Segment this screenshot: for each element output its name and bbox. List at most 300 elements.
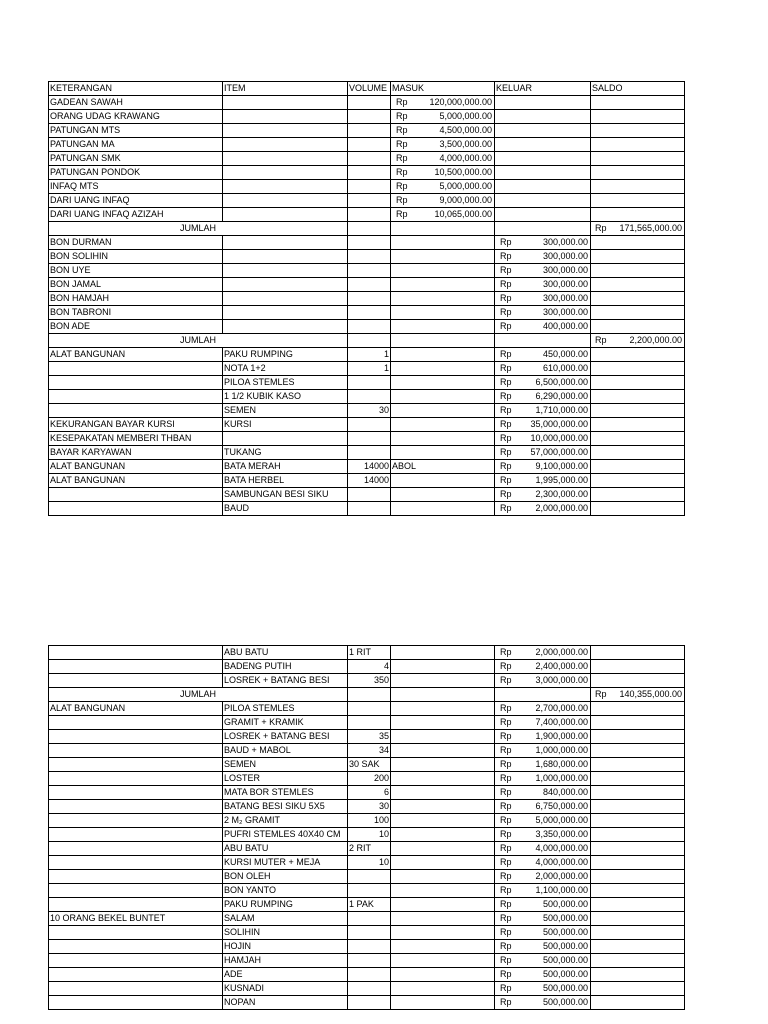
saldo-cell-value [592, 222, 683, 235]
keluar-cell-value [496, 940, 589, 953]
saldo-cell-value [592, 334, 683, 347]
keluar-cell [495, 898, 591, 912]
keluar-cell [495, 348, 591, 362]
keluar-cell-value [496, 744, 589, 757]
saldo-cell [591, 674, 685, 688]
saldo-cell [591, 488, 685, 502]
amount: 4,000,000.00 [439, 153, 492, 163]
expense-row [49, 926, 685, 940]
item-cell: BON OLEH [223, 870, 348, 884]
saldo-cell [591, 250, 685, 264]
masuk-cell [391, 474, 495, 488]
saldo-cell [591, 110, 685, 124]
keterangan-cell: PATUNGAN MA [49, 138, 223, 152]
keluar-cell [495, 786, 591, 800]
keterangan-cell: GADEAN SAWAH [49, 96, 223, 110]
keluar-cell-value [496, 702, 589, 715]
keluar-cell-value [496, 390, 589, 403]
item-cell [223, 180, 348, 194]
saldo-cell [591, 446, 685, 460]
saldo-cell [591, 646, 685, 660]
volume-cell [348, 390, 391, 404]
keluar-cell [495, 912, 591, 926]
income-row [49, 110, 685, 124]
expense-row [49, 996, 685, 1010]
amount: 500,000.00 [542, 969, 588, 979]
keterangan-cell [49, 390, 223, 404]
income-row [49, 194, 685, 208]
keluar-cell-value [496, 362, 589, 375]
volume-cell: 200 [348, 772, 391, 786]
currency-label: Rp [500, 419, 512, 429]
keterangan-cell [49, 940, 223, 954]
item-cell [223, 278, 348, 292]
keluar-cell [495, 208, 591, 222]
amount: 4,000,000.00 [535, 843, 588, 853]
masuk-cell [391, 264, 495, 278]
volume-cell: 1 [348, 348, 391, 362]
amount: 4,000,000.00 [535, 857, 588, 867]
volume-cell [348, 446, 391, 460]
currency-label: Rp [500, 349, 512, 359]
masuk-cell [391, 362, 495, 376]
expense-row [49, 982, 685, 996]
saldo-cell [591, 954, 685, 968]
keterangan-cell [49, 870, 223, 884]
expense-row [49, 772, 685, 786]
amount: 5,000,000.00 [439, 111, 492, 121]
amount: 300,000.00 [542, 251, 588, 261]
masuk-cell [391, 730, 495, 744]
keluar-cell-value [496, 828, 589, 841]
jumlah-row [49, 334, 685, 348]
keterangan-cell: BON TABRONI [49, 306, 223, 320]
amount: 300,000.00 [542, 265, 588, 275]
amount: 1,995,000.00 [535, 475, 588, 485]
currency-label: Rp [500, 675, 512, 685]
item-cell: BON YANTO [223, 884, 348, 898]
masuk-cell [391, 898, 495, 912]
item-cell [223, 194, 348, 208]
masuk-cell [391, 996, 495, 1010]
masuk-cell-value [392, 124, 493, 137]
volume-cell: 6 [348, 786, 391, 800]
keluar-cell [495, 940, 591, 954]
keluar-cell [495, 138, 591, 152]
masuk-cell [391, 842, 495, 856]
masuk-cell [391, 446, 495, 460]
expense-row [49, 660, 685, 674]
keluar-cell [495, 236, 591, 250]
keterangan-cell [49, 786, 223, 800]
income-row [49, 166, 685, 180]
masuk-cell [391, 926, 495, 940]
masuk-cell [391, 502, 495, 516]
amount: 9,100,000.00 [535, 461, 588, 471]
masuk-cell [391, 828, 495, 842]
keluar-cell [495, 758, 591, 772]
saldo-cell [591, 856, 685, 870]
item-cell: KURSI [223, 418, 348, 432]
amount: 7,400,000.00 [535, 717, 588, 727]
keterangan-cell [49, 800, 223, 814]
amount: 300,000.00 [542, 293, 588, 303]
keterangan-cell [49, 982, 223, 996]
keluar-cell-value [496, 348, 589, 361]
keterangan-cell [49, 884, 223, 898]
keterangan-cell [49, 646, 223, 660]
item-cell: NOPAN [223, 996, 348, 1010]
masuk-cell [391, 250, 495, 264]
keluar-cell [495, 674, 591, 688]
keluar-cell [495, 474, 591, 488]
saldo-cell [591, 362, 685, 376]
currency-label: Rp [396, 139, 408, 149]
keluar-cell-value [496, 926, 589, 939]
amount: 2,200,000.00 [629, 335, 682, 345]
item-cell [223, 138, 348, 152]
volume-cell [348, 968, 391, 982]
keterangan-cell [49, 674, 223, 688]
currency-label: Rp [396, 209, 408, 219]
volume-cell [348, 180, 391, 194]
amount: 171,565,000.00 [619, 223, 682, 233]
keluar-cell [495, 376, 591, 390]
keterangan-cell [49, 744, 223, 758]
keluar-cell [495, 856, 591, 870]
masuk-cell [391, 814, 495, 828]
volume-cell: 4 [348, 660, 391, 674]
currency-label: Rp [500, 885, 512, 895]
amount: 500,000.00 [542, 997, 588, 1007]
amount: 610,000.00 [542, 363, 588, 373]
keluar-cell [495, 800, 591, 814]
currency-label: Rp [500, 997, 512, 1007]
volume-cell [348, 940, 391, 954]
keluar-cell [495, 110, 591, 124]
keterangan-cell: 10 ORANG BEKEL BUNTET [49, 912, 223, 926]
saldo-cell [591, 306, 685, 320]
masuk-cell [391, 320, 495, 334]
item-cell: LOSTER [223, 772, 348, 786]
keluar-cell-value [496, 502, 589, 515]
masuk-cell [391, 646, 495, 660]
currency-label: Rp [500, 405, 512, 415]
keluar-cell-value [496, 660, 589, 673]
item-cell: BAUD [223, 502, 348, 516]
saldo-cell [591, 194, 685, 208]
keterangan-cell [49, 968, 223, 982]
keluar-cell-value [496, 870, 589, 883]
volume-cell: 30 [348, 404, 391, 418]
keterangan-cell [49, 758, 223, 772]
expense-row [49, 828, 685, 842]
masuk-cell [391, 954, 495, 968]
item-cell [223, 320, 348, 334]
masuk-cell [391, 180, 495, 194]
item-cell [223, 124, 348, 138]
keluar-cell-value [496, 292, 589, 305]
masuk-cell [391, 688, 495, 702]
ledger-table-top [48, 81, 685, 516]
item-cell [223, 110, 348, 124]
saldo-cell [591, 180, 685, 194]
amount: 2,700,000.00 [535, 703, 588, 713]
item-cell: 1 1/2 KUBIK KASO [223, 390, 348, 404]
keluar-cell-value [496, 716, 589, 729]
currency-label: Rp [500, 391, 512, 401]
keterangan-cell: ALAT BANGUNAN [49, 702, 223, 716]
header-saldo: SALDO [591, 82, 685, 96]
item-cell [223, 152, 348, 166]
saldo-cell [591, 404, 685, 418]
expense-row [49, 730, 685, 744]
item-cell: TUKANG [223, 446, 348, 460]
keluar-cell-value [496, 674, 589, 687]
saldo-cell [591, 460, 685, 474]
volume-cell: 100 [348, 814, 391, 828]
expense-row [49, 954, 685, 968]
keluar-cell-value [496, 320, 589, 333]
volume-cell: 1 [348, 362, 391, 376]
keluar-cell [495, 404, 591, 418]
masuk-cell [391, 940, 495, 954]
masuk-cell [391, 982, 495, 996]
masuk-cell [391, 702, 495, 716]
keluar-cell [495, 250, 591, 264]
keluar-cell-value [496, 646, 589, 659]
jumlah-label: JUMLAH [49, 688, 348, 702]
item-cell: PUFRI STEMLES 40X40 CM [223, 828, 348, 842]
keterangan-cell: ALAT BANGUNAN [49, 348, 223, 362]
volume-cell [348, 264, 391, 278]
expense-row [49, 884, 685, 898]
amount: 140,355,000.00 [619, 689, 682, 699]
item-cell: PILOA STEMLES [223, 376, 348, 390]
expense-row [49, 940, 685, 954]
expense-row [49, 856, 685, 870]
keluar-cell [495, 418, 591, 432]
currency-label: Rp [500, 941, 512, 951]
currency-label: Rp [500, 899, 512, 909]
expense-row [49, 814, 685, 828]
volume-cell [348, 912, 391, 926]
keluar-cell-value [496, 730, 589, 743]
income-row [49, 152, 685, 166]
ledger-body-top [49, 82, 685, 516]
volume-cell [348, 138, 391, 152]
expense-row [49, 758, 685, 772]
item-cell [223, 250, 348, 264]
keterangan-cell: BON UYE [49, 264, 223, 278]
currency-label: Rp [500, 703, 512, 713]
keluar-cell-value [496, 842, 589, 855]
amount: 6,500,000.00 [535, 377, 588, 387]
volume-cell: 1 PAK [348, 898, 391, 912]
saldo-cell [591, 898, 685, 912]
keluar-cell-value [496, 800, 589, 813]
keluar-cell [495, 688, 591, 702]
keluar-cell-value [496, 758, 589, 771]
keluar-cell [495, 772, 591, 786]
saldo-cell [591, 912, 685, 926]
masuk-cell [391, 96, 495, 110]
keterangan-cell [49, 488, 223, 502]
amount: 500,000.00 [542, 955, 588, 965]
amount: 500,000.00 [542, 899, 588, 909]
currency-label: Rp [500, 815, 512, 825]
keluar-cell-value [496, 432, 589, 445]
keluar-cell [495, 278, 591, 292]
masuk-cell [391, 208, 495, 222]
keterangan-cell: PATUNGAN PONDOK [49, 166, 223, 180]
header-row [49, 82, 685, 96]
saldo-cell [591, 474, 685, 488]
currency-label: Rp [500, 377, 512, 387]
item-cell: ABU BATU [223, 842, 348, 856]
keterangan-cell: BON JAMAL [49, 278, 223, 292]
keluar-cell [495, 646, 591, 660]
keterangan-cell [49, 828, 223, 842]
keterangan-cell: BON ADE [49, 320, 223, 334]
expense-row [49, 744, 685, 758]
saldo-cell [591, 926, 685, 940]
item-cell: HOJIN [223, 940, 348, 954]
saldo-cell [591, 334, 685, 348]
masuk-cell [391, 772, 495, 786]
volume-cell [348, 376, 391, 390]
saldo-cell [591, 418, 685, 432]
keluar-cell [495, 390, 591, 404]
bon-row [49, 292, 685, 306]
item-cell: NOTA 1+2 [223, 362, 348, 376]
volume-cell [348, 124, 391, 138]
currency-label: Rp [500, 773, 512, 783]
saldo-cell [591, 376, 685, 390]
saldo-cell [591, 786, 685, 800]
keterangan-cell [49, 898, 223, 912]
expense-row [49, 968, 685, 982]
masuk-cell [391, 674, 495, 688]
volume-cell [348, 194, 391, 208]
currency-label: Rp [595, 335, 607, 345]
amount: 1,100,000.00 [535, 885, 588, 895]
item-cell [223, 96, 348, 110]
masuk-cell-value [392, 138, 493, 151]
masuk-cell [391, 110, 495, 124]
keluar-cell [495, 968, 591, 982]
saldo-cell [591, 884, 685, 898]
amount: 6,290,000.00 [535, 391, 588, 401]
currency-label: Rp [500, 265, 512, 275]
saldo-cell [591, 152, 685, 166]
keluar-cell-value [496, 278, 589, 291]
masuk-cell [391, 124, 495, 138]
keluar-cell-value [496, 460, 589, 473]
volume-cell [348, 110, 391, 124]
currency-label: Rp [500, 661, 512, 671]
bon-row [49, 306, 685, 320]
currency-label: Rp [396, 167, 408, 177]
keluar-cell [495, 660, 591, 674]
masuk-cell [391, 334, 495, 348]
keluar-cell [495, 362, 591, 376]
bon-row [49, 278, 685, 292]
item-cell: 2 M₂ GRAMIT [223, 814, 348, 828]
header-masuk: MASUK [391, 82, 495, 96]
keluar-cell [495, 264, 591, 278]
amount: 300,000.00 [542, 237, 588, 247]
amount: 10,500,000.00 [434, 167, 492, 177]
currency-label: Rp [500, 489, 512, 499]
keluar-cell-value [496, 446, 589, 459]
expense-row [49, 362, 685, 376]
volume-cell [348, 320, 391, 334]
masuk-cell [391, 968, 495, 982]
masuk-cell [391, 292, 495, 306]
masuk-cell-value [392, 96, 493, 109]
volume-cell [348, 926, 391, 940]
keterangan-cell [49, 404, 223, 418]
keluar-cell [495, 96, 591, 110]
expense-row [49, 390, 685, 404]
saldo-cell [591, 716, 685, 730]
amount: 1,680,000.00 [535, 759, 588, 769]
amount: 2,000,000.00 [535, 503, 588, 513]
keluar-cell [495, 194, 591, 208]
keluar-cell [495, 222, 591, 236]
masuk-cell [391, 348, 495, 362]
saldo-cell [591, 264, 685, 278]
volume-cell [348, 502, 391, 516]
keluar-cell [495, 744, 591, 758]
item-cell: PAKU RUMPING [223, 898, 348, 912]
item-cell [223, 306, 348, 320]
item-cell: BATANG BESI SIKU 5X5 [223, 800, 348, 814]
keterangan-cell: KESEPAKATAN MEMBERI THBAN [49, 432, 223, 446]
masuk-cell-value [392, 152, 493, 165]
masuk-cell [391, 404, 495, 418]
saldo-cell [591, 982, 685, 996]
keluar-cell-value [496, 912, 589, 925]
amount: 5,000,000.00 [439, 181, 492, 191]
expense-row [49, 418, 685, 432]
keterangan-cell: BAYAR KARYAWAN [49, 446, 223, 460]
bon-row [49, 250, 685, 264]
keterangan-cell: KEKURANGAN BAYAR KURSI [49, 418, 223, 432]
saldo-cell [591, 702, 685, 716]
masuk-cell: ABOL [391, 460, 495, 474]
item-cell: HAMJAH [223, 954, 348, 968]
currency-label: Rp [500, 843, 512, 853]
saldo-cell [591, 800, 685, 814]
saldo-cell [591, 730, 685, 744]
saldo-cell [591, 320, 685, 334]
jumlah-label: JUMLAH [49, 334, 348, 348]
amount: 1,000,000.00 [535, 773, 588, 783]
currency-label: Rp [500, 447, 512, 457]
keterangan-cell [49, 362, 223, 376]
amount: 2,400,000.00 [535, 661, 588, 671]
keterangan-cell: BON HAMJAH [49, 292, 223, 306]
amount: 400,000.00 [542, 321, 588, 331]
keluar-cell [495, 828, 591, 842]
keterangan-cell [49, 730, 223, 744]
keluar-cell [495, 730, 591, 744]
keluar-cell-value [496, 884, 589, 897]
amount: 300,000.00 [542, 279, 588, 289]
expense-row [49, 376, 685, 390]
